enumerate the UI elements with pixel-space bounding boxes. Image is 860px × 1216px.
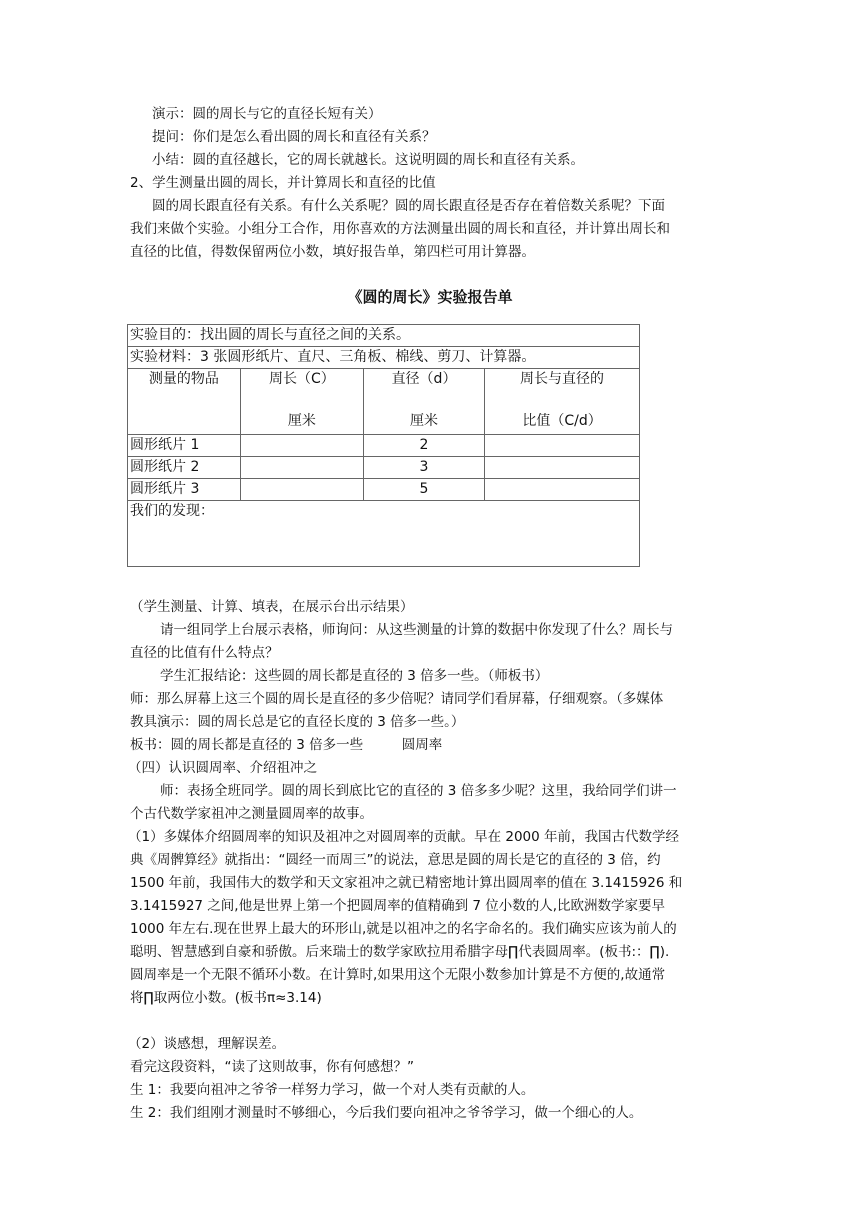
text-line: 看完这段资料，“读了这则故事，你有何感想？” [130,1059,414,1075]
text-line: 直径的比值有什么特点？ [130,645,279,661]
header-ratio [485,369,640,435]
header-item [128,369,241,435]
report-title: 《圆的周长》实验报告单 [347,288,513,306]
text-line: 典《周髀算经》就指出：“圆经一而周三”的说法，意思是圆的周长是它的直径的 3 倍，约 [130,852,661,868]
ratio-cell [485,435,640,457]
text-line: 板书：圆的周长都是直径的 3 倍多一些 圆周率 [130,737,443,753]
text-line: 将∏取两位小数。(板书π≈3.14) [130,990,322,1006]
header-item-label: 测量的物品 [148,371,219,387]
text-line: （2）谈感想，理解误差。 [128,1036,286,1052]
circumference-cell [240,457,363,479]
findings-cell: 我们的发现： [128,501,640,567]
text-line: 1000 年左右.现在世界上最大的环形山,就是以祖冲之的名字命名的。我们确实应该为前人的 [130,921,677,937]
row-name: 圆形纸片 1 [128,435,241,457]
header-ratio-unit: 比值（C/d） [522,413,602,429]
text-line: 提问：你们是怎么看出圆的周长和直径有关系？ [152,129,436,145]
section-heading: （四）认识圆周率、介绍祖冲之 [128,760,317,776]
text-line: 生 2：我们组刚才测量时不够细心，今后我们要向祖冲之爷爷学习，做一个细心的人。 [130,1105,643,1121]
circumference-cell [240,435,363,457]
header-diameter-unit: 厘米 [410,413,439,429]
text-line: 师：表扬全班同学。圆的周长到底比它的直径的 3 倍多多少呢？这里，我给同学们讲一 [160,783,677,799]
diameter-cell: 3 [363,457,484,479]
text-line: 学生汇报结论：这些圆的周长都是直径的 3 倍多一些。（师板书） [160,668,549,684]
report-table [127,324,640,567]
text-line: 直径的比值，得数保留两位小数，填好报告单，第四栏可用计算器。 [130,244,535,260]
circumference-cell [240,479,363,501]
text-line: 圆的周长跟直径有关系。有什么关系呢？圆的周长跟直径是否存在着倍数关系呢？下面 [152,198,665,214]
text-line: 聪明、智慧感到自豪和骄傲。后来瑞士的数学家欧拉用希腊字母∏代表圆周率。(板书:：∏). [130,944,670,960]
header-ratio-label: 周长与直径的 [520,371,605,387]
row-name: 圆形纸片 2 [128,457,241,479]
table-row [128,479,640,501]
text-line: 小结：圆的直径越长，它的周长就越长。这说明圆的周长和直径有关系。 [152,152,584,168]
text-line: 3.1415927 之间,他是世界上第一个把圆周率的值精确到 7 位小数的人,比欧洲数学家要早 [130,898,666,914]
text-line: 生 1：我要向祖冲之爷爷一样努力学习，做一个对人类有贡献的人。 [130,1082,535,1098]
header-diameter-label: 直径（d） [391,371,457,387]
row-name: 圆形纸片 3 [128,479,241,501]
ratio-cell [485,479,640,501]
header-circumference-label: 周长（C） [269,371,335,387]
purpose-cell: 实验目的：找出圆的周长与直径之间的关系。 [128,325,640,347]
header-circumference [240,369,363,435]
table-row [128,457,640,479]
header-diameter [363,369,484,435]
text-line: （学生测量、计算、填表，在展示台出示结果） [130,599,414,615]
diameter-cell: 2 [363,435,484,457]
text-line: 演示：圆的周长与它的直径长短有关） [152,106,382,122]
section-heading: 2、学生测量出圆的周长，并计算周长和直径的比值 [130,175,436,191]
table-row [128,435,640,457]
text-line: 圆周率是一个无限不循环小数。在计算时,如果用这个无限小数参加计算是不方便的,故通常 [130,967,666,983]
header-circumference-unit: 厘米 [287,413,316,429]
text-line: （1）多媒体介绍圆周率的知识及祖冲之对圆周率的贡献。早在 2000 年前，我国古代数学经 [128,829,680,845]
ratio-cell [485,457,640,479]
text-line: 请一组同学上台展示表格，师询问：从这些测量的计算的数据中你发现了什么？周长与 [160,622,673,638]
diameter-cell: 5 [363,479,484,501]
materials-cell: 实验材料：3 张圆形纸片、直尺、三角板、棉线、剪刀、计算器。 [128,347,640,369]
text-line: 我们来做个实验。小组分工合作，用你喜欢的方法测量出圆的周长和直径，并计算出周长和 [130,221,670,237]
text-line: 个古代数学家祖冲之测量圆周率的故事。 [130,806,373,822]
text-line: 教具演示：圆的周长总是它的直径长度的 3 倍多一些。） [130,714,465,730]
text-line: 师：那么屏幕上这三个圆的周长是直径的多少倍呢？请同学们看屏幕，仔细观察。（多媒体 [130,691,664,707]
text-line: 1500 年前，我国伟大的数学和天文家祖冲之就已精密地计算出圆周率的值在 3.1415926 和 [130,875,683,891]
